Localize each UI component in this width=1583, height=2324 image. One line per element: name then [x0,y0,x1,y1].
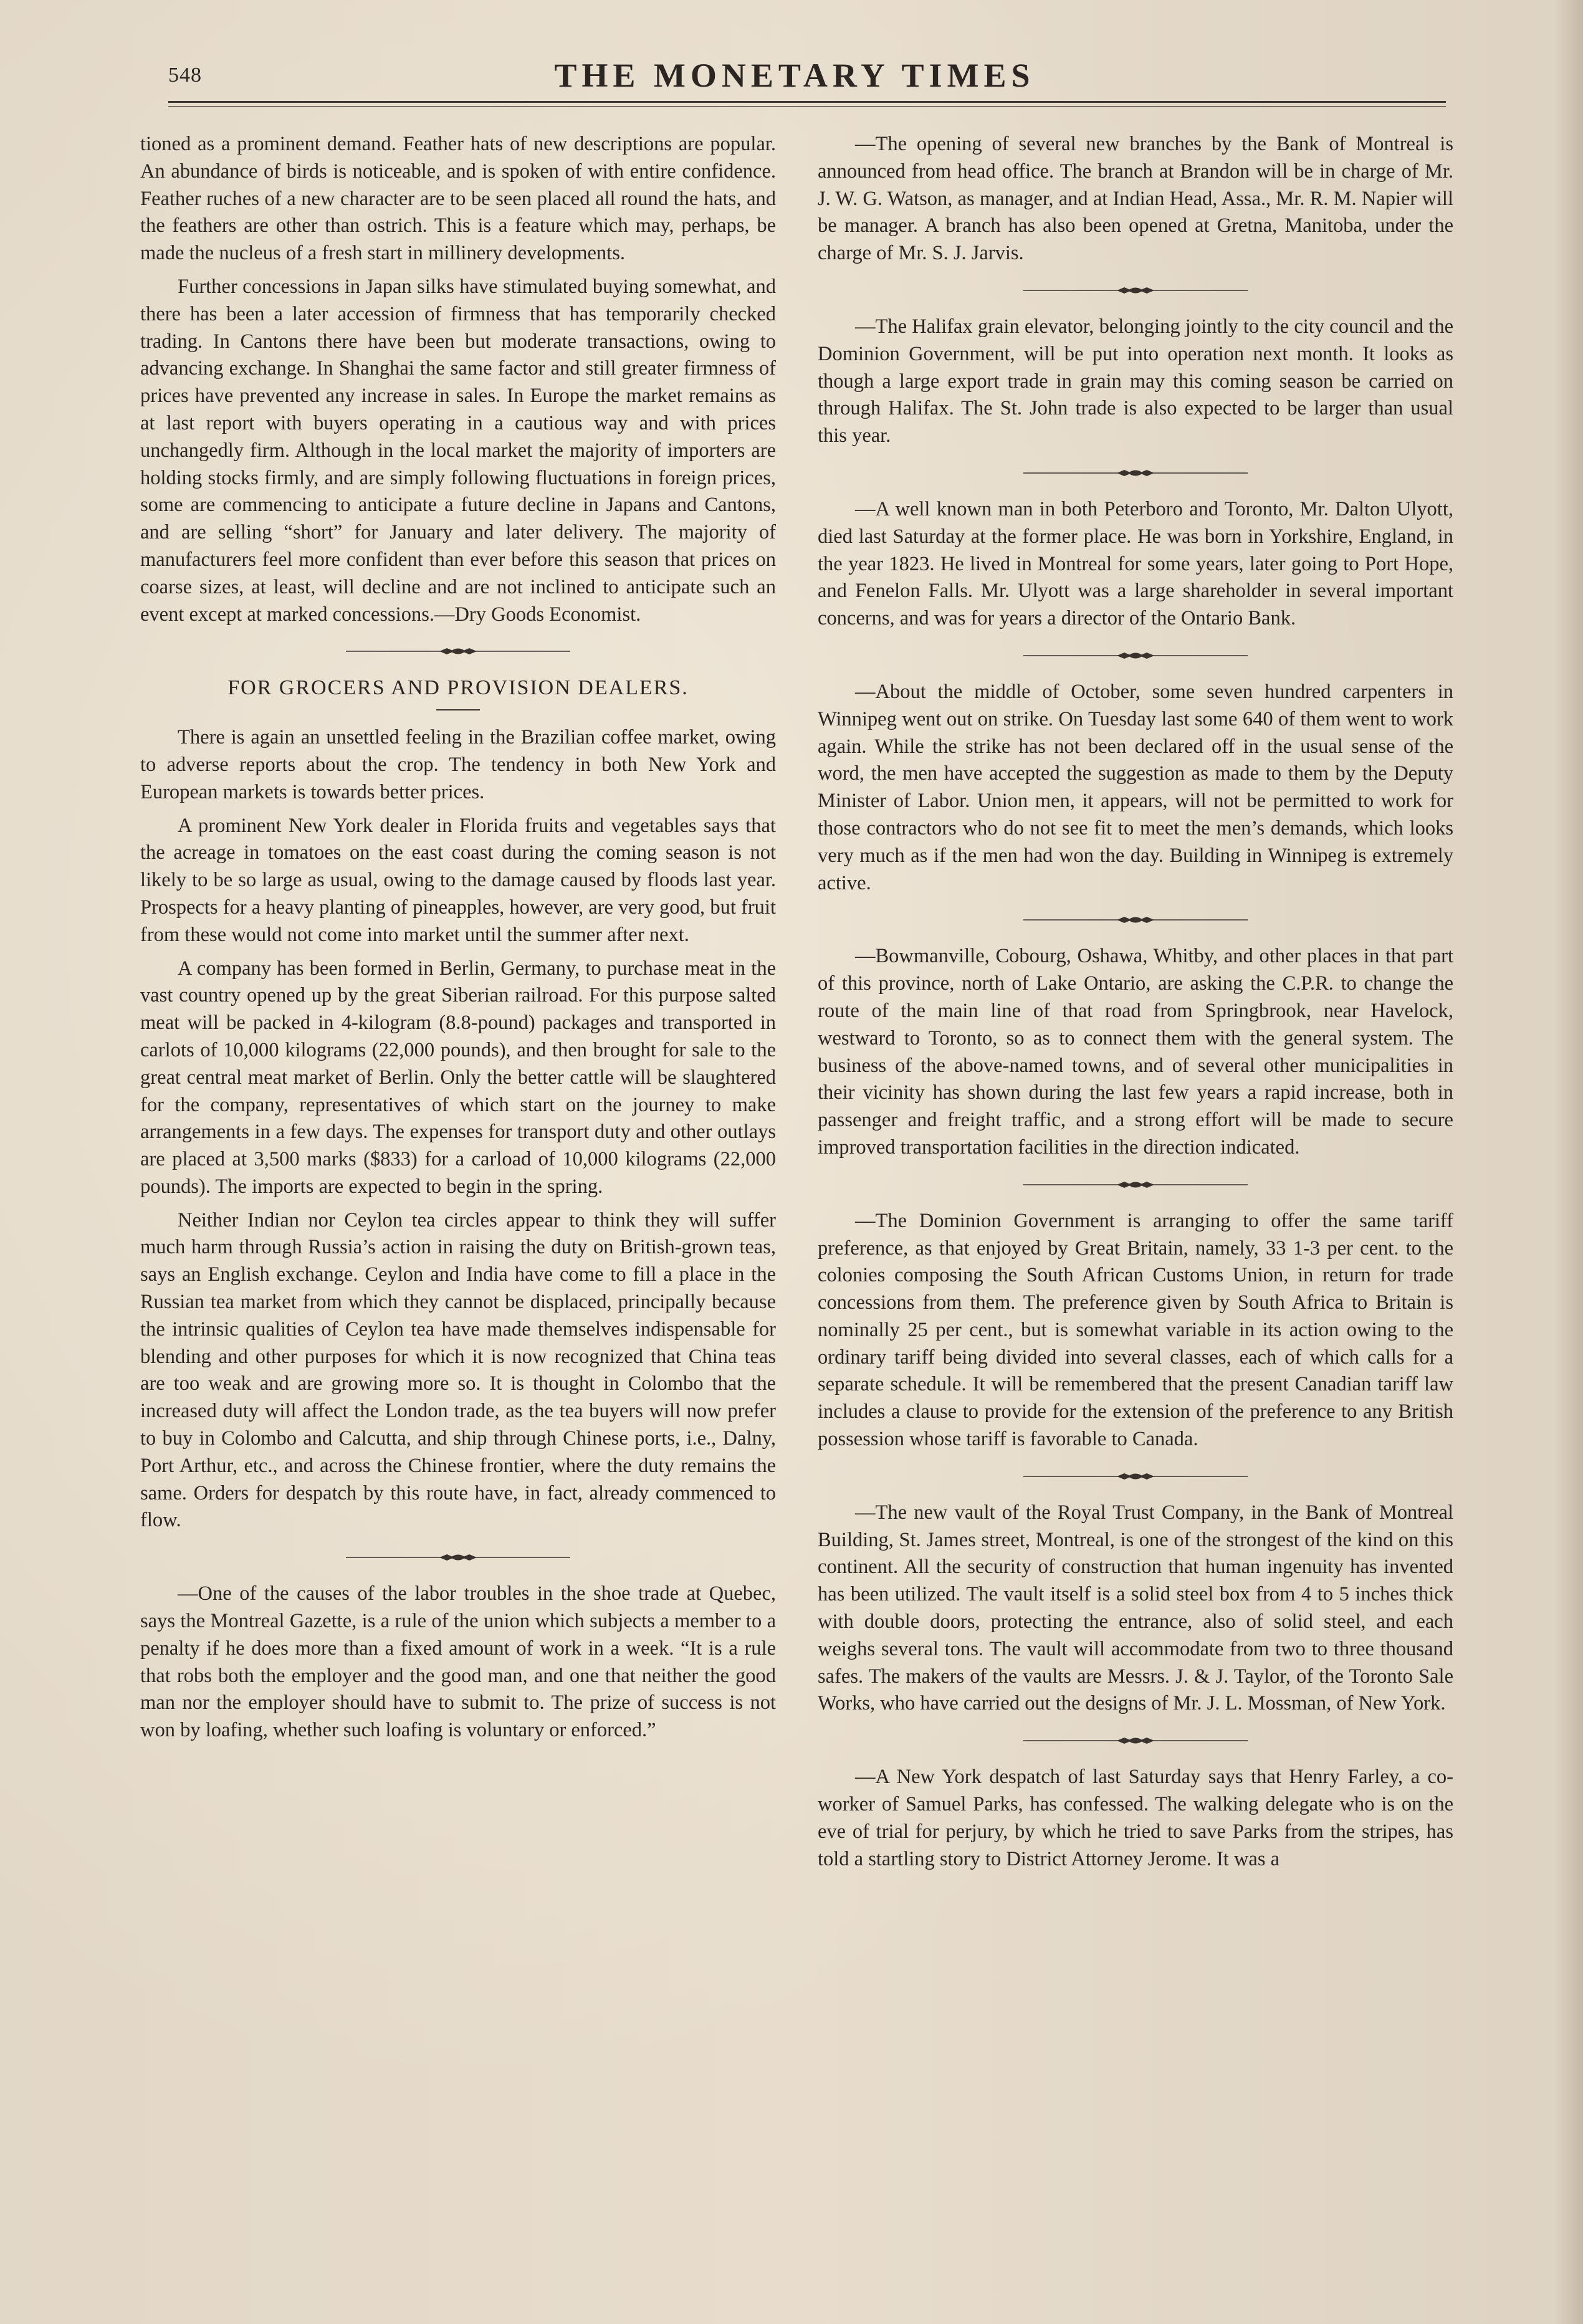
section-ornament [1023,649,1248,662]
article-paragraph: There is again an unsettled feeling in the Brazilian coffee market, owing to adverse reports about the crop. The tendency in both New York and European markets is towards better prices. [140,726,776,803]
header-rule-thick [168,101,1446,103]
article-paragraph: Neither Indian nor Ceylon tea circles appear to think they will suffer much harm through Russia’s action in raising the duty on British-grown teas, says an English exchange. Ceylon and India have come to fill a place in the Russian tea market from which they cannot be displaced, principally because the intrinsic qualities of Ceylon tea have made themselves indispensable for blending and other purposes for which it is now recognized that China teas are too weak and are growing more so. It is thought in Colombo that the increased duty will affect the London trade, as the tea buyers will now prefer to buy in Colombo and Calcutta, and ship through Chinese ports, i.e., Dalny, Port Arthur, etc., and across the Chinese frontier, where the duty remains the same. Orders for despatch by this route have, in fact, already commenced to flow. [140,1208,776,1532]
page-edge-shadow [1554,0,1583,2324]
article-paragraph: —A New York despatch of last Saturday says that Henry Farley, a co-worker of Samuel Parks, has confessed. The walking delegate who is on the eve of trial for perjury, by which he tried to save Parks from the stripes, has told a startling story to District Attorney Jerome. It was a [818,1766,1453,1870]
article-paragraph: —The Halifax grain elevator, belonging jointly to the city council and the Dominion Government, will be put into operation next month. It looks as though a large export trade in grain may this coming season be carried on through Halifax. The St. John trade is also expected to be larger than usual this year. [818,315,1453,447]
page-header [143,54,1446,110]
article-paragraph: A company has been formed in Berlin, Germany, to purchase meat in the vast country opened up by the great Siberian railroad. For this purpose salted meat will be packed in 4-kilogram (8.8-pound) packages and transported in carlots of 10,000 kilograms (22,000 pounds), and then brought for sale to the great central meat market of Berlin. Only the better cattle will be slaughtered for the company, representatives of which start on the journey to make arrangements in a few days. The expenses for transport duty and other outlays are placed at 3,500 marks ($833) for a carload of 10,000 kilograms (22,000 pounds). The imports are expected to begin in the spring. [140,957,776,1198]
section-ornament [346,644,570,658]
article-paragraph: Further concessions in Japan silks have stimulated buying somewhat, and there has been a later accession of firmness that has temporarily checked trading. In Cantons there have been but moderate transactions, owing to advancing exchange. In Shanghai the same factor and still greater firmness of prices have prevented any increase in sales. In Europe the market remains as at last report with buyers operating in a cautious way and with prices unchangedly firm. Although in the local market the majority of importers are holding stocks firmly, and are simply following fluctuations in foreign prices, some are commencing to anticipate a future decline in Japans and Cantons, and are selling “short” for January and later delivery. The majority of manufacturers feel more confident than ever before this season that prices on coarse sizes, at least, will decline and are not inclined to anticipate such an event except at marked concessions.—Dry Goods Economist. [140,275,776,626]
article-paragraph: —Bowmanville, Cobourg, Oshawa, Whitby, and other places in that part of this province, north of Lake Ontario, are asking the C.P.R. to change the route of the main line of that road from Springbrook, near Havelock, westward to Toronto, so as to connect them with the general system. The business of the above-named towns, and of several other municipalities in their vicinity has shown during the last few years a rapid increase, both in passenger and freight traffic, and a strong effort will be made to secure improved transportation facilities in the direction indicated. [818,945,1453,1159]
article-paragraph: —The new vault of the Royal Trust Company, in the Bank of Montreal Building, St. James street, Montreal, is one of the strongest of the kind on this continent. All the security of construction that human ingenuity has invented has been utilized. The vault itself is a solid steel box from 4 to 5 inches thick with double doors, protecting the entrance, also of solid steel, and each weighs several tons. The vault will accommodate from two to three thousand safes. The makers of the vaults are Messrs. J. & J. Taylor, of the Toronto Sale Works, who have carried out the designs of Mr. J. L. Mossman, of New York. [818,1501,1453,1715]
masthead-title: THE MONETARY TIMES [554,57,1035,94]
section-ornament [1023,1734,1248,1748]
article-paragraph: tioned as a prominent demand. Feather hats of new descriptions are popular. An abundance of birds is noticeable, and is spoken of with entire confidence. Feather ruches of a new character are to be seen placed all round the hats, and the feathers are other than ostrich. This is a feature which may, perhaps, be made the nucleus of a fresh start in millinery developments. [140,133,776,265]
article-paragraph: —The Dominion Government is arranging to offer the same tariff preference, as that enjoyed by Great Britain, namely, 33 1-3 per cent. to the colonies composing the South African Customs Union, in return for trade concessions from them. The preference given by South Africa to Britain is nominally 25 per cent., but is somewhat variable in its action owing to the ordinary tariff being divided into several classes, each of which calls for a separate schedule. It will be remembered that the present Canadian tariff law includes a clause to provide for the extension of the preference to any British possession whose tariff is favorable to Canada. [818,1209,1453,1451]
article-paragraph: —One of the causes of the labor troubles in the shoe trade at Quebec, says the Montreal Gazette, is a rule of the union which subjects a member to a penalty if he does more than a fixed amount of work in a week. “It is a rule that robs both the employer and the good man, and one that neither the good man nor the employer should have to submit to. The prize of success is not won by loafing, whether such loafing is voluntary or enforced.” [140,1582,776,1742]
section-heading: FOR GROCERS AND PROVISION DEALERS. [227,676,689,700]
section-ornament [1023,913,1248,927]
section-ornament [1023,284,1248,297]
article-paragraph: —A well known man in both Peterboro and Toronto, Mr. Dalton Ulyott, died last Saturday at the former place. He was born in Yorkshire, England, in the year 1823. He lived in Montreal for some years, later going to Port Hope, and Fenelon Falls. Mr. Ulyott was a large shareholder in several important concerns, and was for years a director of the Ontario Bank. [818,497,1453,630]
heading-rule [436,709,480,710]
header-rule-thin [168,106,1446,107]
article-paragraph: A prominent New York dealer in Florida fruits and vegetables says that the acreage in tomatoes on the east coast during the coming season is not likely to be so large as usual, owing to the damage caused by floods last year. Prospects for a heavy planting of pineapples, however, are very good, but fruit from these would not come into market until the summer after next. [140,814,776,946]
section-ornament [1023,466,1248,480]
page-number: 548 [168,64,202,87]
section-ornament [346,1551,570,1564]
section-ornament [1023,1178,1248,1192]
article-paragraph: —The opening of several new branches by the Bank of Montreal is announced from head office. The branch at Brandon will be in charge of Mr. J. W. G. Watson, as manager, and at Indian Head, Assa., Mr. R. M. Napier will be manager. A branch has also been opened at Gretna, Manitoba, under the charge of Mr. S. J. Jarvis. [818,133,1453,265]
section-ornament [1023,1470,1248,1483]
left-column [140,131,776,1744]
right-column [818,131,1453,1873]
article-paragraph: —About the middle of October, some seven hundred carpenters in Winnipeg went out on strike. On Tuesday last some 640 of them went to work again. While the strike has not been declared off in the usual sense of the word, the men have accepted the suggestion as made to them by the Deputy Minister of Labor. Union men, it appears, will not be permitted to work for those contractors who do not see fit to meet the men’s demands, which looks very much as if the men had won the day. Building in Winnipeg is extremely active. [818,680,1453,894]
